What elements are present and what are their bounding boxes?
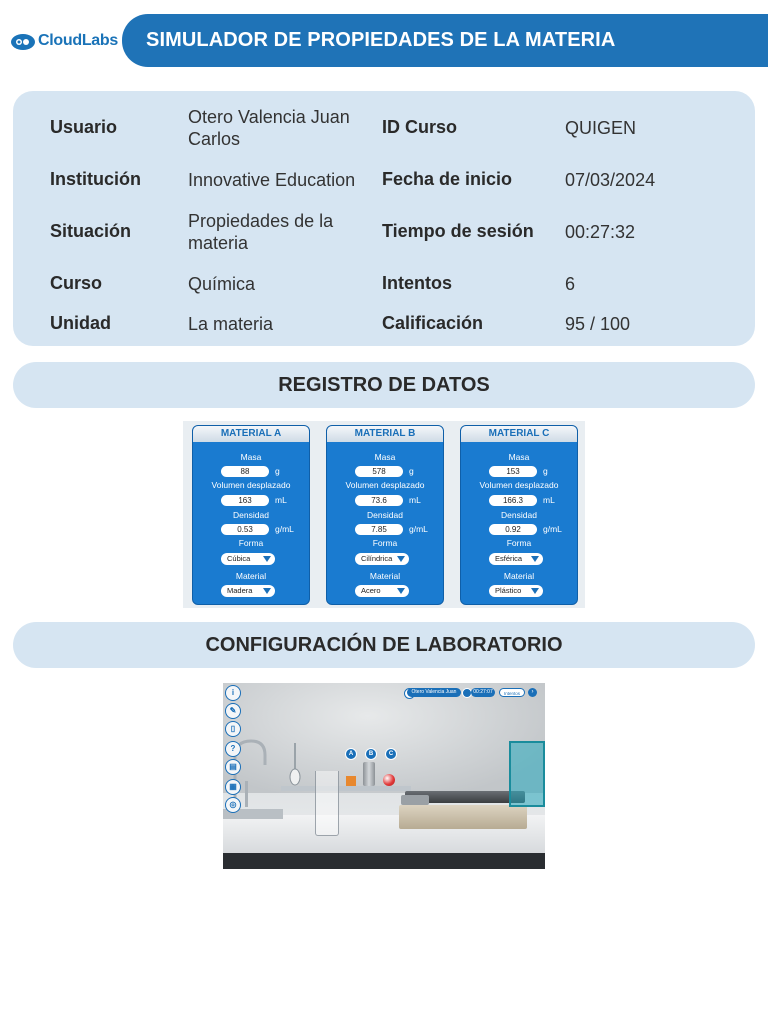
material-card-b <box>326 425 444 605</box>
dropdown-arrow-icon <box>531 556 539 562</box>
field-label-material: Material <box>503 571 535 581</box>
info-label: Situación <box>50 221 132 241</box>
section-registro-header <box>13 362 755 408</box>
volumen-value: 73.6 <box>355 495 403 506</box>
field-label-forma: Forma <box>372 538 398 548</box>
unit-g-ml: g/mL <box>409 524 428 534</box>
field-label-masa: Masa <box>508 452 530 462</box>
cloud-logo-icon <box>10 30 36 52</box>
material-select <box>489 585 543 597</box>
dropdown-arrow-icon <box>397 588 405 594</box>
water-tank <box>509 741 545 807</box>
field-label-material: Material <box>369 571 401 581</box>
unit-g-ml: g/mL <box>543 524 562 534</box>
info-icon[interactable]: i <box>225 685 241 701</box>
forma-value: Cilíndrica <box>361 554 393 563</box>
lab-configuration-image <box>223 683 545 869</box>
volumen-value: 163 <box>221 495 269 506</box>
dropdown-arrow-icon <box>263 556 271 562</box>
field-label-volumen: Volumen desplazado <box>479 480 559 490</box>
chevron-right-icon[interactable]: › <box>528 688 537 697</box>
material-value: Plástico <box>495 586 522 595</box>
notes-icon[interactable]: ▤ <box>225 759 241 775</box>
material-value: Madera <box>227 586 253 595</box>
dropdown-arrow-icon <box>397 556 405 562</box>
material-card-c <box>460 425 578 605</box>
section-title: REGISTRO DE DATOS <box>278 373 490 396</box>
material-c-button[interactable]: C <box>385 748 397 760</box>
lab-counter-edge <box>223 853 545 869</box>
balance-pan <box>401 795 429 805</box>
title-bar <box>122 14 768 67</box>
lab-user-name: Otero Valencia Juan <box>407 688 461 697</box>
field-label-forma: Forma <box>506 538 532 548</box>
info-label: Intentos <box>382 273 452 293</box>
plastic-sphere <box>383 774 395 786</box>
help-icon[interactable]: ? <box>225 741 241 757</box>
info-label: Fecha de inicio <box>382 169 513 189</box>
unit-g: g <box>275 466 280 476</box>
field-label-volumen: Volumen desplazado <box>345 480 425 490</box>
info-label: Curso <box>50 273 103 293</box>
dropdown-arrow-icon <box>263 588 271 594</box>
field-label-material: Material <box>235 571 267 581</box>
info-label: ID Curso <box>382 117 458 137</box>
unit-g: g <box>543 466 548 476</box>
info-label: Usuario <box>50 117 118 137</box>
unit-g: g <box>409 466 414 476</box>
material-value: Acero <box>361 586 381 595</box>
calculator-icon[interactable]: ▦ <box>225 779 241 795</box>
material-select <box>355 585 409 597</box>
field-label-densidad: Densidad <box>367 510 403 520</box>
info-value: Otero Valencia Juan Carlos <box>188 107 350 149</box>
forma-select <box>355 553 409 565</box>
unit-ml: mL <box>543 495 555 505</box>
forma-select <box>489 553 543 565</box>
info-value: QUIGEN <box>565 118 637 138</box>
field-label-masa: Masa <box>240 452 262 462</box>
lab-timer: 00:27:07 <box>471 688 495 697</box>
field-label-volumen: Volumen desplazado <box>211 480 291 490</box>
material-select <box>221 585 275 597</box>
info-value: 07/03/2024 <box>565 170 656 190</box>
card-title: MATERIAL B <box>327 426 443 442</box>
section-title: CONFIGURACIÓN DE LABORATORIO <box>205 633 563 656</box>
info-label: Unidad <box>50 313 111 333</box>
brand-name: CloudLabs <box>38 32 118 49</box>
card-title: MATERIAL C <box>461 426 577 442</box>
forma-select <box>221 553 275 565</box>
info-value: Química <box>188 274 256 294</box>
info-label: Institución <box>50 169 141 189</box>
section-configuracion-header <box>13 622 755 668</box>
steel-cylinder <box>363 762 375 786</box>
material-b-button[interactable]: B <box>365 748 377 760</box>
field-label-densidad: Densidad <box>501 510 537 520</box>
unit-ml: mL <box>275 495 287 505</box>
info-value: 6 <box>565 274 576 294</box>
densidad-value: 0.53 <box>221 524 269 535</box>
session-info-panel <box>13 91 755 346</box>
lab-toolbar <box>225 685 241 815</box>
info-value: Innovative Education <box>188 170 356 190</box>
dropdown-arrow-icon <box>531 588 539 594</box>
page-title: SIMULADOR DE PROPIEDADES DE LA MATERIA <box>146 29 616 51</box>
unit-g-ml: g/mL <box>275 524 294 534</box>
info-value: La materia <box>188 314 274 334</box>
card-title: MATERIAL A <box>193 426 309 442</box>
info-label: Calificación <box>382 313 484 333</box>
flask-icon <box>289 743 301 787</box>
info-value: 95 / 100 <box>565 314 631 334</box>
pencil-icon[interactable]: ✎ <box>225 703 241 719</box>
densidad-value: 7.85 <box>355 524 403 535</box>
data-register-image <box>183 421 585 608</box>
material-card-a <box>192 425 310 605</box>
balance-base <box>399 805 527 829</box>
forma-value: Esférica <box>495 554 523 563</box>
masa-value: 88 <box>221 466 269 477</box>
info-label: Tiempo de sesión <box>382 221 534 241</box>
info-value: 00:27:32 <box>565 222 636 242</box>
field-label-densidad: Densidad <box>233 510 269 520</box>
graduated-cylinder <box>315 771 339 836</box>
info-value: Propiedades de la materia <box>188 211 334 253</box>
forma-value: Cúbica <box>227 554 251 563</box>
lab-attempts: Intentos <box>499 688 525 697</box>
masa-value: 153 <box>489 466 537 477</box>
unit-ml: mL <box>409 495 421 505</box>
cloudlabs-logo <box>10 28 118 54</box>
masa-value: 578 <box>355 466 403 477</box>
clipboard-icon[interactable]: ▯ <box>225 721 241 737</box>
field-label-masa: Masa <box>374 452 396 462</box>
volumen-value: 166.3 <box>489 495 537 506</box>
densidad-value: 0.92 <box>489 524 537 535</box>
globe-icon[interactable]: ◎ <box>225 797 241 813</box>
wood-cube <box>346 776 356 786</box>
field-label-forma: Forma <box>238 538 264 548</box>
material-a-button[interactable]: A <box>345 748 357 760</box>
